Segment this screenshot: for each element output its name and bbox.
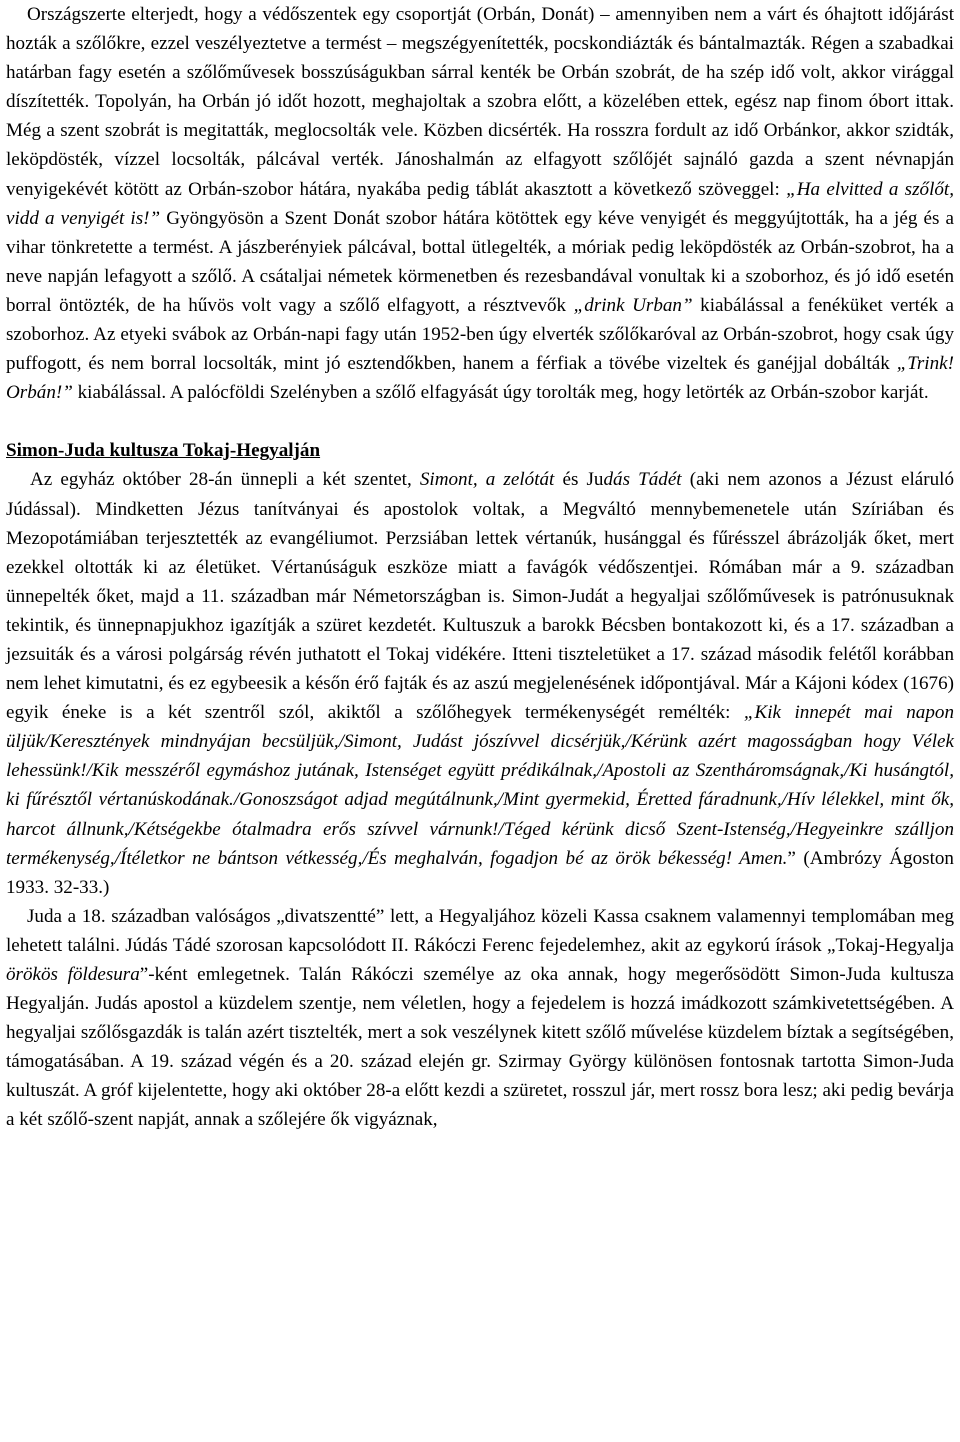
italic-quote-text: „drink Urban” [573, 294, 693, 316]
paragraph-text: Országszerte elterjedt, hogy a védőszentek egy csoportját (Orbán, Donát) – amennyiben nem a várt és óhajtott időjárást hozták a szőlőkre, ezzel veszélyeztetve a termést – megszégyenítették, pocskondiázták és bántalmazták. Régen a szabadkai határban fagy esetén a szőlőművesek bosszúságukban sárral kenték be Orbán szobrát, de ha szép idő volt, akkor virággal díszítették. Topolyán, ha Orbán jó időt hozott, meghajoltak a szobra előtt, a közelében ettek, egész nap finom óbort ittak. Még a szent szobrát is megitatták, meglocsolták vele. Közben dicsérték. Ha rosszra fordult az idő Orbánkor, akkor szidták, leköpdösték, vízzel locsolták, pálcával verték. Jánoshalmán az elfagyott szőlőjét sajnáló gazda a szent névnapján venyigekévét kötött az Orbán-szobor hátára, nyakába pedig táblát akasztott a következő szöveggel: [6, 4, 954, 200]
paragraph-juda-18th-century [6, 902, 954, 1135]
paragraph-text: (aki nem azonos a Jézust eláruló Júdással). Mindketten Jézus tanítványai és apostolok voltak, a Megváltó mennybemenetele után Szíriában és Mezopotámiában terjesztették az evangéliumot. Perzsiában lettek vértanúk, husánggal és fűrésszel ábrázolják őket, mert ezekkel oltották ki az életüket. Vértanúságuk eszköze miatt a favágók védőszentjei. Rómában már a 9. században ünnepelték őket, majd a 11. században már Németországban is. Simon-Judát a hegyaljai szőlőművesek is patrónusuknak tekintik, és ünnepnapjukhoz igazítják a szüret kezdetét. Kultuszuk a barokk Bécsben bontakozott ki, és a 17. században a jezsuiták és a városi polgárság révén juthatott el Tokaj vidékére. Itteni tiszteletüket a 17. század második felétől korábban nem lehet kimutatni, és ez egybeesik a későn érő fajták és az aszú megjelenésének időpontjával. Már a Kájoni kódex (1676) egyik éneke is a két szentről szól, akiktől a szőlőhegyek termékenységét remélték: [6, 469, 954, 724]
paragraph-orban-customs [6, 0, 954, 407]
italic-quote-text: „Trink! Orbán!” [6, 353, 954, 404]
paragraph-text: kiabálással. A palócföldi Szelényben a szőlő elfagyását úgy torolták meg, hogy letörték az Orbán-szobor karját. [72, 382, 929, 404]
italic-quote-text: dás Tádét [603, 469, 682, 491]
paragraph-simon-juda-intro [6, 465, 954, 901]
italic-quote-text: „Kik innepét mai napon üljük/Keresztények mindnyájan becsüljük,/Simont, Judást jószívvel dicsérjük,/Kérünk azért magosságban hogy Vélek lehessünk!/Kik messzéről egymáshoz jutának, Istenséget együtt prédikálnak,/Apostoli az Szentháromságnak,/Ki husángtól, ki fűrésztől vértanúskodának./Gonoszságot adjad megútálnunk,/Mint gyermekid, Éretted fáradnunk,/Hív lélekkel, mint ők, harcot állnunk,/Kétségekbe ótalmadra erős szívvel várnunk!/Téged kérünk dicső Szent-Istenség,/Hegyeinkre szálljon termékenység,/Ítéletkor ne bántson vétkesség,/És meghalván, fogadjon bé az örök békesség! Amen. [6, 702, 954, 869]
italic-quote-text: örökös földesura [6, 964, 140, 985]
paragraph-text: kiabálással a fenéküket verték a szoborhoz. Az etyeki svábok az Orbán-napi fagy után 1952-ben úgy elverték szőlőkaróval az Orbán-szobrot, hogy csak úgy puffogott, és nem borral locsolták, mint jó esztendőkben, hanem a férfiak a tövébe vizeltek és ganéjjal dobálták [6, 294, 954, 375]
italic-quote-text: „Ha elvitted a szőlőt, vidd a venyigét is!” [6, 178, 955, 229]
italic-quote-text: Simont, a zelótát [419, 469, 555, 491]
paragraph-text: és Ju [554, 469, 604, 491]
paragraph-text: Gyöngyösön a Szent Donát szobor hátára kötöttek egy kéve venyigét és meggyújtották, ha a jég és a vihar tönkretette a termést. A jászberényiek pálcával, bottal ütlegelték, a móriak pedig leköpdösték az Orbán-szobrot, ha a neve napján lefagyott a szőlő. A csátaljai németek körmenetben és rezesbandával vonultak ki a szoborhoz, és jó idő esetén borral öntözték, de ha hűvös volt vagy a szőlő elfagyott, a résztvevők [6, 207, 954, 316]
paragraph-text: ”-ként emlegetnek. Talán Rákóczi személye az oka annak, hogy megerősödött Simon-Juda kultusza Hegyalján. Judás apostol a küzdelem szentje, nem véletlen, hogy a fejedelem is hozzá imádkozott számkivetettségében. A hegyaljai szőlősgazdák is talán azért tisztelték, mert a sok veszélynek kitett szőlő művelése küzdelem bíztak a segítségében, támogatásában. A 19. század végén és a 20. század elején gr. Szirmay György különösen fontosnak tartotta Simon-Juda kultuszát. A gróf kijelentette, hogy aki október 28-a előtt kezdi a szüretet, rosszul jár, mert rossz bora lesz; aki pedig bevárja a két szőlő-szent napját, annak a szőlejére ők vigyáznak, [6, 964, 954, 1131]
paragraph-text: Juda a 18. században valóságos „divatszentté” lett, a Hegyaljához közeli Kassa csaknem valamennyi templomában meg lehetett találni. Júdás Tádé szorosan kapcsolódott II. Rákóczi Ferenc fejedelemhez, akit az egykorú írások „Tokaj-Hegyalja [6, 905, 954, 956]
paragraph-text: Az egyház október 28-án ünnepli a két szentet, [30, 469, 420, 491]
paragraph-text: ” (Ambrózy Ágoston 1933. 32-33.) [6, 847, 954, 898]
section-heading: Simon-Juda kultusza Tokaj-Hegyalján [6, 440, 321, 462]
